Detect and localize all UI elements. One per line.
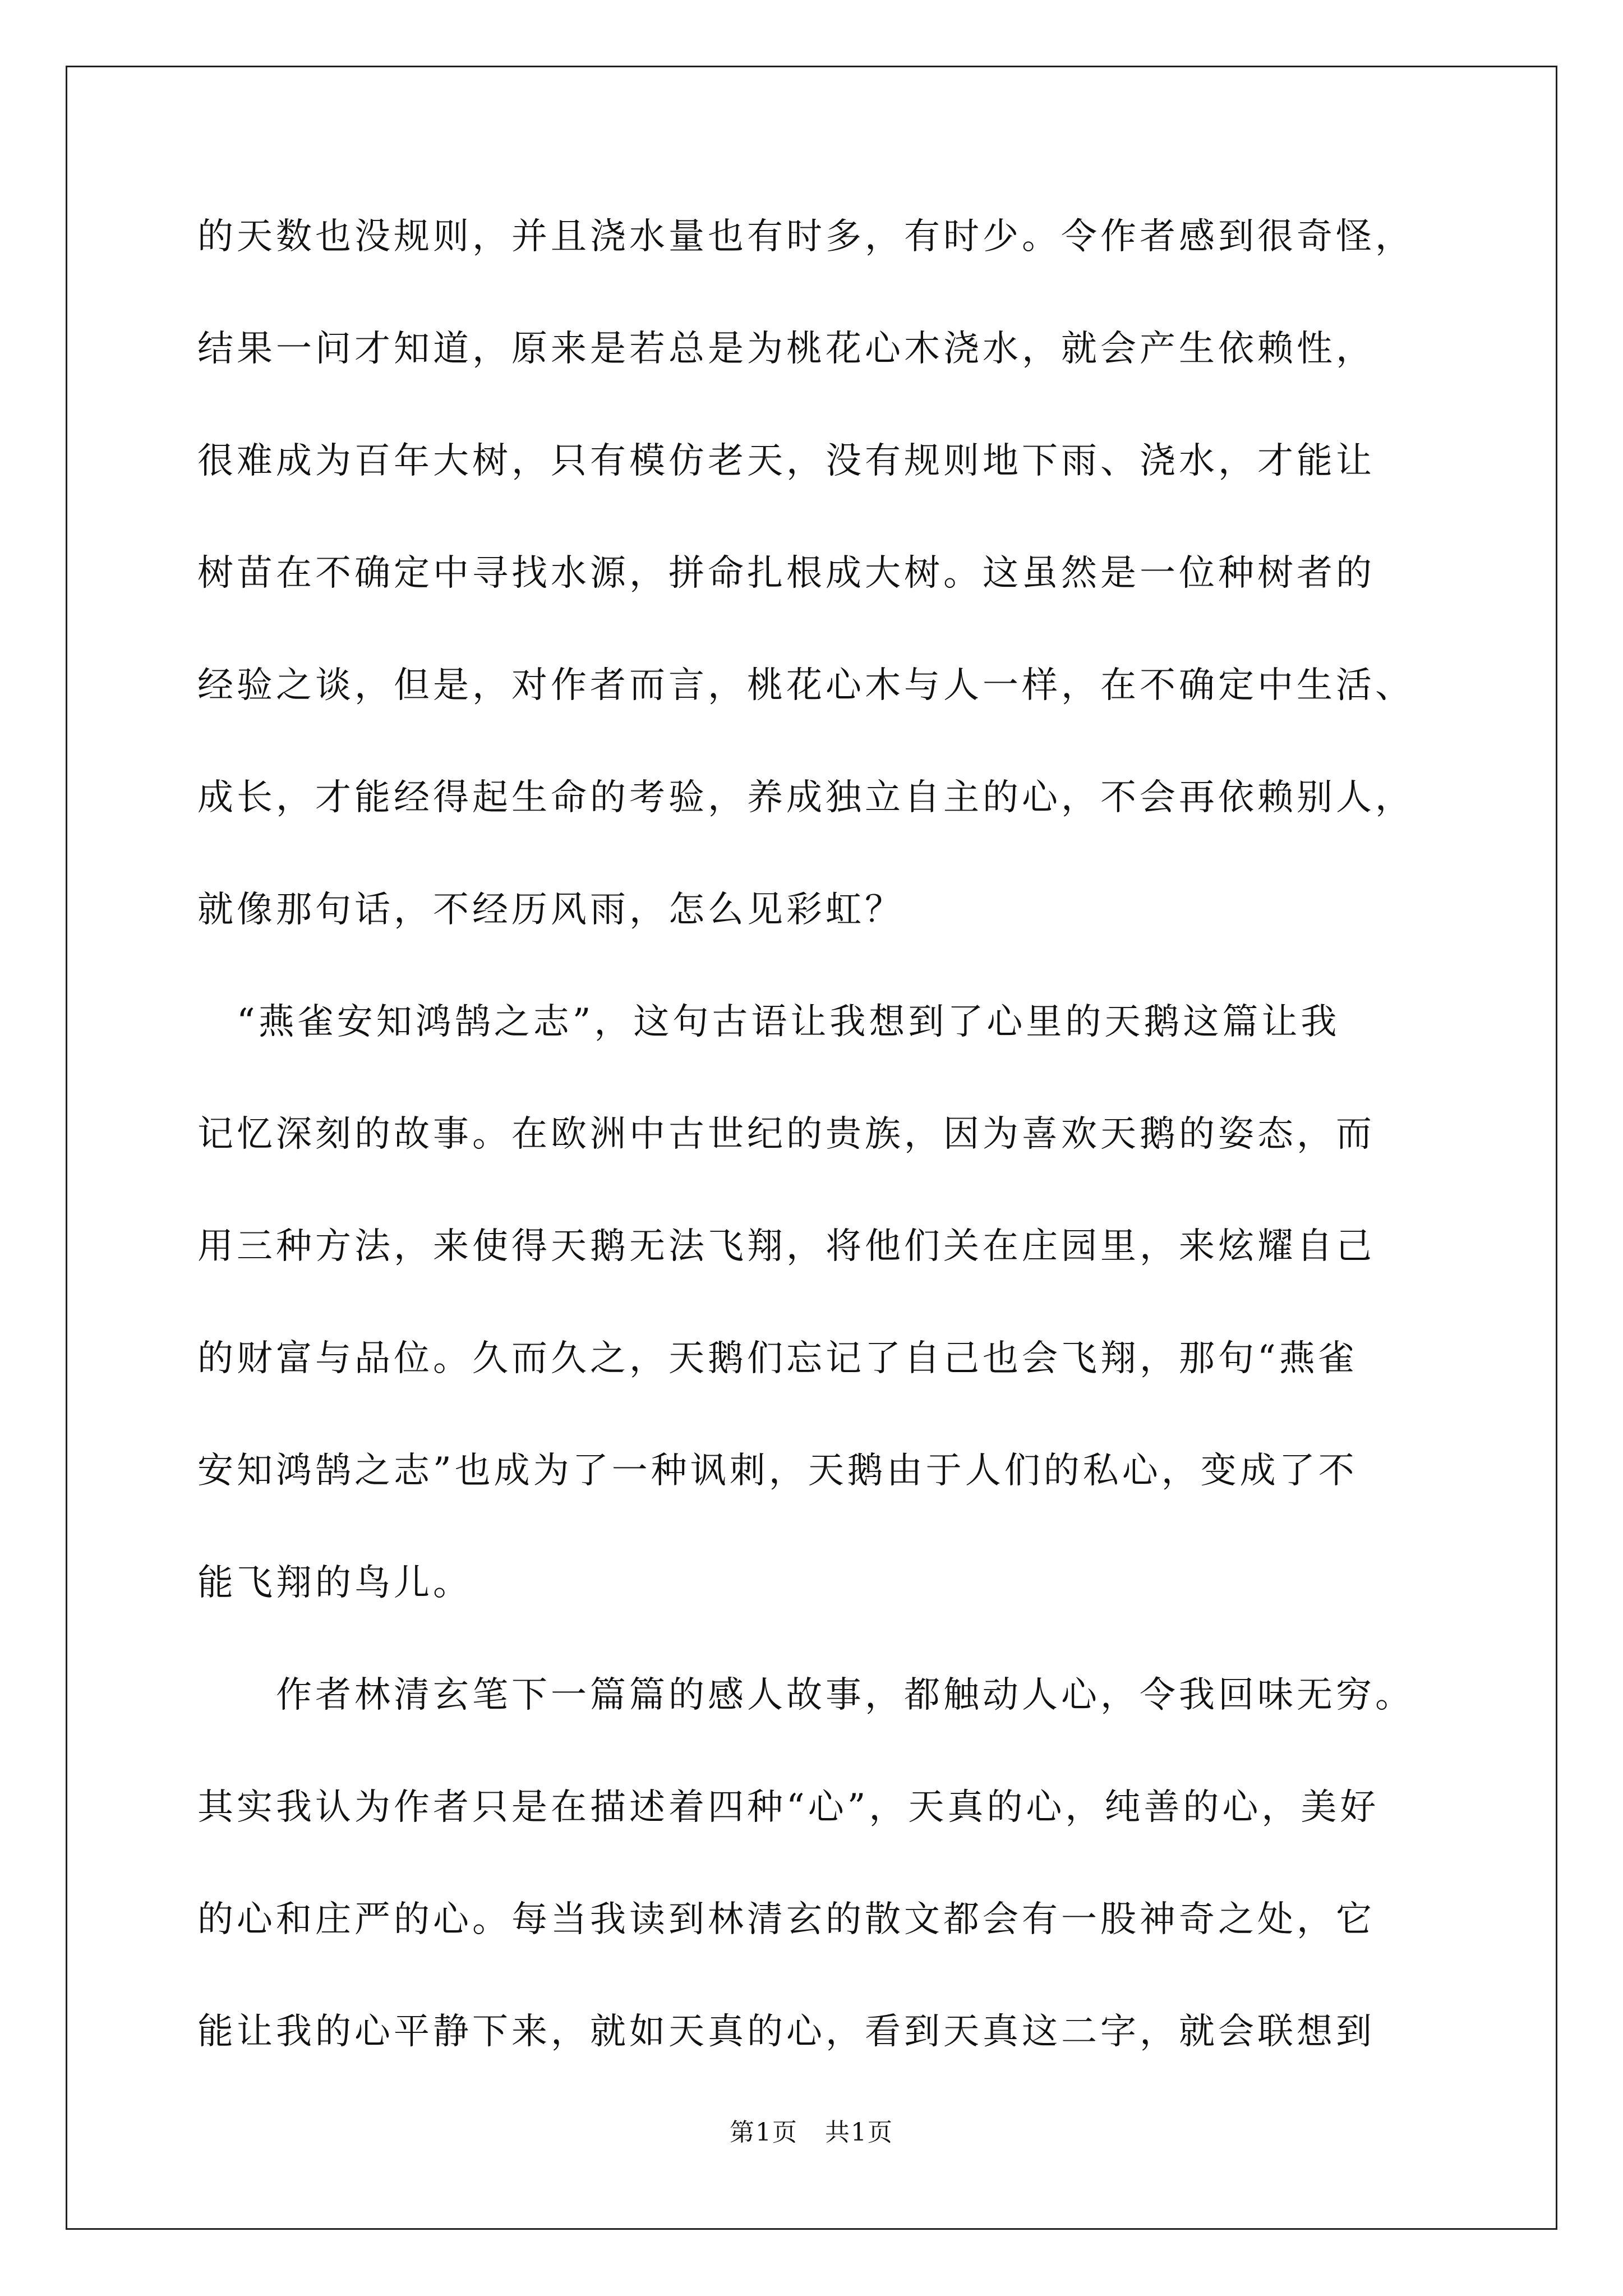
text-line-10: 用三种方法，来使得天鹅无法飞翔，将他们关在庄园里，来炫耀自己 — [197, 1226, 1375, 1267]
text-line-16: 的心和庄严的心。每当我读到林清玄的散文都会有一股神奇之处，它 — [197, 1899, 1375, 1940]
text-line-9: 记忆深刻的故事。在欧洲中古世纪的贵族，因为喜欢天鹅的姿态，而 — [197, 1114, 1375, 1155]
text-line-7: 就像那句话，不经历风雨，怎么见彩虹？ — [197, 889, 904, 931]
text-line-2: 结果一问才知道，原来是若总是为桃花心木浇水，就会产生依赖性， — [197, 328, 1375, 370]
text-line-13: 能飞翔的鸟儿。 — [197, 1562, 472, 1604]
text-line-8: “燕雀安知鸿鹄之志”，这句古语让我想到了心里的天鹅这篇让我 — [197, 1001, 1340, 1043]
text-line-12: 安知鸿鹄之志”也成为了一种讽刺，天鹅由于人们的私心，变成了不 — [197, 1450, 1358, 1492]
page-footer — [0, 2120, 1623, 2145]
text-line-17: 能让我的心平静下来，就如天真的心，看到天真这二字，就会联想到 — [197, 2011, 1375, 2053]
text-line-1: 的天数也没规则，并且浇水量也有时多，有时少。令作者感到很奇怪， — [197, 216, 1414, 257]
text-line-11: 的财富与品位。久而久之，天鹅们忘记了自己也会飞翔，那句“燕雀 — [197, 1338, 1358, 1379]
text-line-3: 很难成为百年大树，只有模仿老天，没有规则地下雨、浇水，才能让 — [197, 440, 1375, 482]
text-line-4: 树苗在不确定中寻找水源，拼命扎根成大树。这虽然是一位种树者的 — [197, 553, 1375, 594]
text-line-6: 成长，才能经得起生命的考验，养成独立自主的心，不会再依赖别人， — [197, 777, 1414, 818]
text-line-14: 作者林清玄笔下一篇篇的感人故事，都触动人心，令我回味无穷。 — [197, 1674, 1414, 1716]
page-number: 第1页 — [730, 2118, 798, 2147]
text-line-5: 经验之谈，但是，对作者而言，桃花心木与人一样，在不确定中生活、 — [197, 665, 1414, 706]
text-line-15: 其实我认为作者只是在描述着四种“心”，天真的心，纯善的心，美好 — [197, 1787, 1380, 1828]
page-total: 共1页 — [825, 2118, 893, 2147]
